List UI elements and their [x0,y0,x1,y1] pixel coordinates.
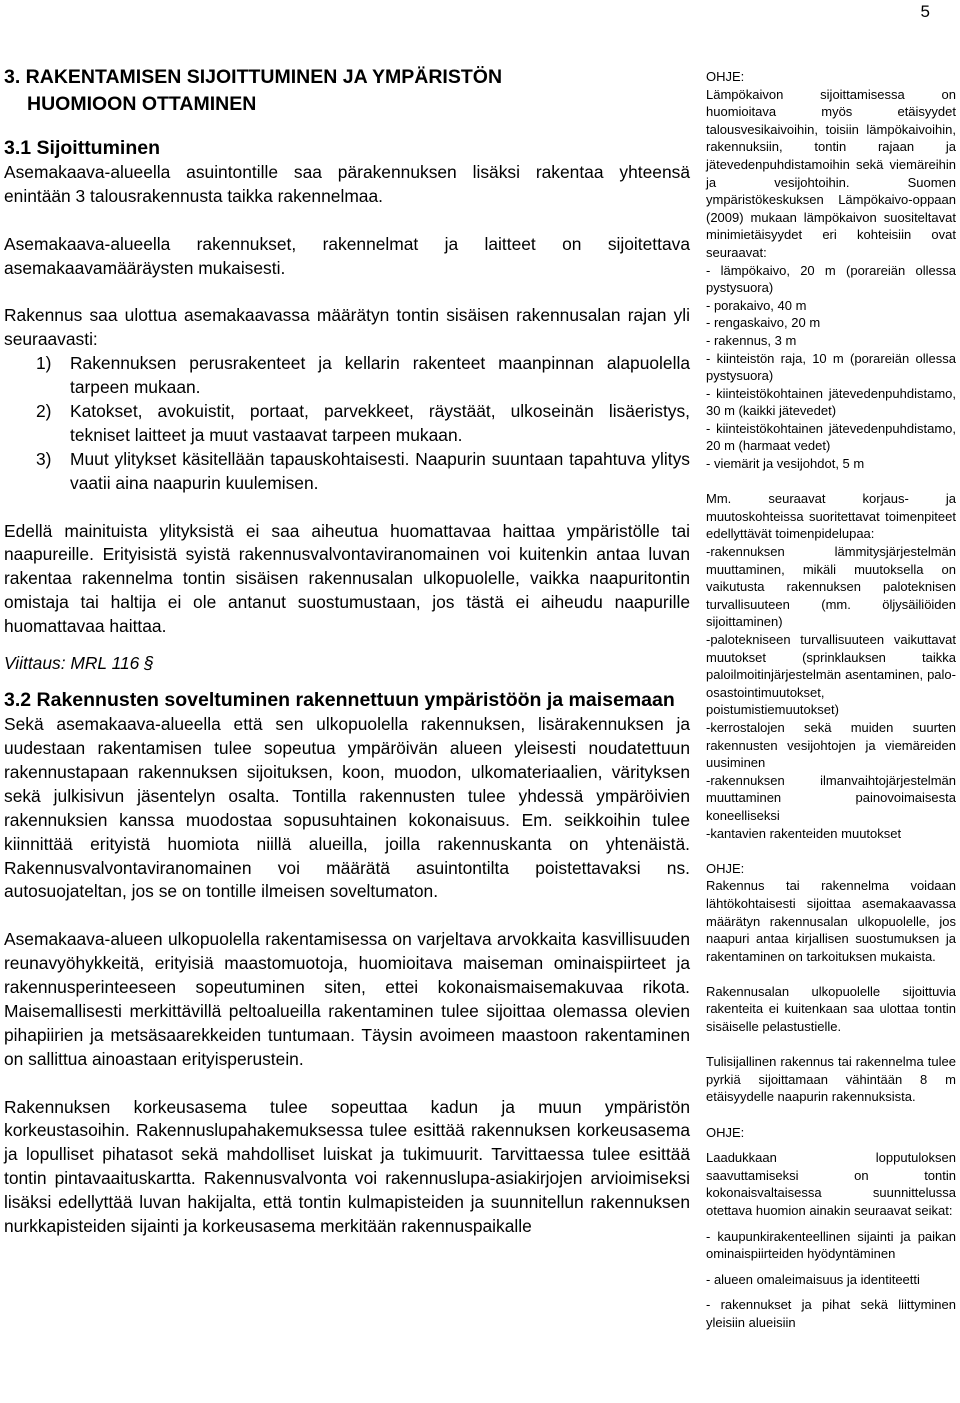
list-item: - kiinteistökohtainen jätevedenpuhdistamo, 20 m (harmaat vedet) [706,420,956,454]
list-item: -kerrostalojen sekä muiden suurten rakennusten vesijohtojen ja viemäreiden uusiminen [706,719,956,771]
paragraph: Asemakaava-alueella rakennukset, rakennelmat ja laitteet on sijoitettava asemakaavamääräysten mukaisesti. [4,233,690,278]
list-number: 1) [36,353,52,374]
list-item: - kaupunkirakenteellinen sijainti ja paikan ominaispiirteiden hyödyntäminen [706,1228,956,1262]
law-reference: Viittaus: MRL 116 § [4,653,154,674]
distance-list [706,262,956,473]
ohje-label: OHJE: [706,69,745,84]
sidebar-paragraph: Laadukkaan lopputuloksen saavuttamiseksi on tontin kokonaisvaltaisessa suunnittelussa otettava huomion ainakin seuraavat seikat: [706,1150,956,1218]
section-3-2-title: 3.2 Rakennusten soveltuminen rakennettuun ympäristöön ja maisemaan [4,689,675,712]
list-item: - rengaskaivo, 20 m [706,315,821,331]
list-item: - rakennukset ja pihat sekä liittyminen yleisiin alueisiin [706,1297,956,1330]
exceptions-list [4,352,690,495]
ohje-label: OHJE: [706,860,745,876]
list-item: - kiinteistön raja, 10 m (porareiän ollessa pystysuora) [706,350,956,384]
sidebar-paragraph: Tulisijallinen rakennus tai rakennelma tulee pyrkiä sijoittamaan vähintään 8 m etäisyydelle naapurin rakennuksista. [706,1054,956,1105]
section-3-1-title: 3.1 Sijoittuminen [4,137,161,159]
list-item [4,352,690,400]
list-text: Muut ylitykset käsitellään tapauskohtaisesti. Naapurin suuntaan tapahtuva ylitys vaatii aina naapurin kuulemisen. [70,448,690,493]
paragraph: Sekä asemakaava-alueella että sen ulkopuolella rakennuksen, lisärakennuksen ja uudestaan rakentamisen tulee sopeutua ympäröivän alueen yleisesti noudatettuun rakennustapaan rakennuksen sijoituksen, koon, muodon, ulkomateriaalien, värityksen sekä julkisivun jäsentelyn osalta. Tontilla rakennusten tulee yhdessä ympäröivien rakennuksien kanssa muodostaa sopusuhtainen kokonaisuus. Em. seikkoihin tulee kiinnittää erityistä huomiota niillä alueilla, joilla rakennuskanta on yhtenäistä. Rakennusvalvontaviranomainen voi määrätä asuintontilta poistettavaksi ns. autosuojateltan, jos se on tontille ilmeisen soveltumaton. [4,714,690,902]
ohje-label: OHJE: [706,1124,745,1140]
sidebar-paragraph: Lämpökaivon sijoittamisessa on huomioitava myös etäisyydet talousvesikaivoihin, toisiin lämpökaivoihin, rakennuksiin, tontin rajaan ja jätevedenpuhdistamoihin sekä viemäreihin ja vesijohtoihin. Suomen ympäristökeskuksen Lämpökaivo-oppaan (2009) mukaan lämpökaivon suositeltavat minimietäisyydet eri kohteisiin ovat seuraavat: [706,86,956,260]
list-text: Rakennuksen perusrakenteet ja kellarin rakenteet maanpinnan alapuolella tarpeen mukaan. [70,353,690,398]
list-item [4,448,690,496]
list-item: - porakaivo, 40 m [706,297,807,313]
sidebar-paragraph: Mm. seuraavat korjaus- ja muutoskohteissa suoritettavat toimenpiteet edellyttävät toimenpidelupaa: [706,491,956,542]
list-item: - kiinteistökohtainen jätevedenpuhdistamo, 30 m (kaikki jätevedet) [706,385,956,419]
page-number: 5 [920,2,930,21]
chapter-heading-line1: 3. RAKENTAMISEN SIJOITTUMINEN JA YMPÄRISTÖN [4,66,503,88]
sidebar-paragraph: Rakennus tai rakennelma voidaan lähtökohtaisesti sijoittaa asemakaavassa määrätyn rakennusalan ulkopuolelle, jos naapuri antaa kirjallisen suostumuksen ja rakentaminen on tarkoituksen mukaista. [706,878,956,964]
paragraph: Asemakaava-alueella asuintontille saa pärakennuksen lisäksi rakentaa yhteensä enintään 3 talousrakennusta taikka rakennelmaa. [4,162,690,206]
paragraph: Edellä mainituista ylityksistä ei saa aiheutua huomattavaa haittaa ympäristölle tai naapureille. Erityisistä syistä rakennusvalvontaviranomainen voi kuitenkin antaa luvan rakentaa rakennelma tontin sisäisen rakennusalan ulkopuolelle, vaikka naapuritontin omistaja tai haltija ei ole antanut suostumustaan, jos tästä ei aiheudu naapurille huomattavaa haittaa. [4,520,690,637]
paragraph: Asemakaava-alueen ulkopuolella rakentamisessa on varjeltava arvokkaita kasvillisuuden reunavyöhykkeitä, erityisiä maastomuotoja, huomioitava maiseman ominaispiirteet ja rakennusperinteeseen sopeutuminen siten, ettei kokonaismaisemakuvaa rikota. Maisemallisesti merkittävillä peltoalueilla rakentaminen tulee sijoittaa olemassa olevien pihapiirien ja metsäsaarekkeiden tuntumaan. Täysin avoimeen maastoon rakentaminen on sallittua ainoastaan erityisperustein. [4,929,690,1069]
list-text: Katokset, avokuistit, portaat, parvekkeet, räystäät, ulkoseinän lisäeristys, tekniset laitteet ja muut vastaavat tarpeen mukaan. [70,401,690,445]
list-item: -palotekniseen turvallisuuteen vaikuttavat muutokset (sprinklauksen taikka paloilmoitinjärjestelmän asentaminen, palo-osastointimuutokset, poistumistiemuutokset) [706,632,956,718]
list-number: 2) [36,401,52,422]
list-item: -kantavien rakenteiden muutokset [706,825,902,841]
chapter-heading-line2: HUOMIOON OTTAMINEN [27,93,257,115]
list-item: - rakennus, 3 m [706,332,797,348]
list-item: - lämpökaivo, 20 m (porareiän ollessa pystysuora) [706,262,956,296]
sidebar-notes [706,68,956,1332]
list-item: - viemärit ja vesijohdot, 5 m [706,456,865,472]
list-item: - alueen omaleimaisuus ja identiteetti [706,1271,920,1287]
list-item [4,400,690,448]
chapter-heading [4,64,690,118]
paragraph: Rakennuksen korkeusasema tulee sopeuttaa kadun ja muun ympäristön korkeustasoihin. Rakennuslupahakemuksessa tulee esittää rakennuksen korkeusasema ja lopulliset pihatasot sekä mahdolliset luiskat ja tukimuurit. Tarvittaessa tulee esittää tontin pintavaaituskartta. Rakennusvalvonta voi rakennuslupa-asiakirjojen arvioimiseksi lisäksi edellyttää luvan hakijalta, että tontin kulmapisteiden ja suunnitellun rakennuksen nurkkapisteiden sijainti ja korkeusasema merkitään rakennuspaikalle [4,1096,690,1237]
sidebar-paragraph: Rakennusalan ulkopuolelle sijoittuvia rakenteita ei kuitenkaan saa ulottaa tontin sisäiselle pelastustielle. [706,983,956,1035]
repairs-list [706,543,956,842]
list-number: 3) [36,448,52,469]
main-column [4,64,690,1239]
list-item: -rakennuksen lämmitysjärjestelmän muuttaminen, mikäli muutoksella on vaikutusta rakennuksen paloteknisen turvallisuuteen (mm. öljysäiliöiden sijoittaminen) [706,544,956,630]
paragraph: Rakennus saa ulottua asemakaavassa määrätyn tontin sisäisen rakennusalan rajan yli seuraavasti: [4,305,690,350]
list-item: -rakennuksen ilmanvaihtojärjestelmän muuttaminen painovoimaisesta koneelliseksi [706,772,956,823]
